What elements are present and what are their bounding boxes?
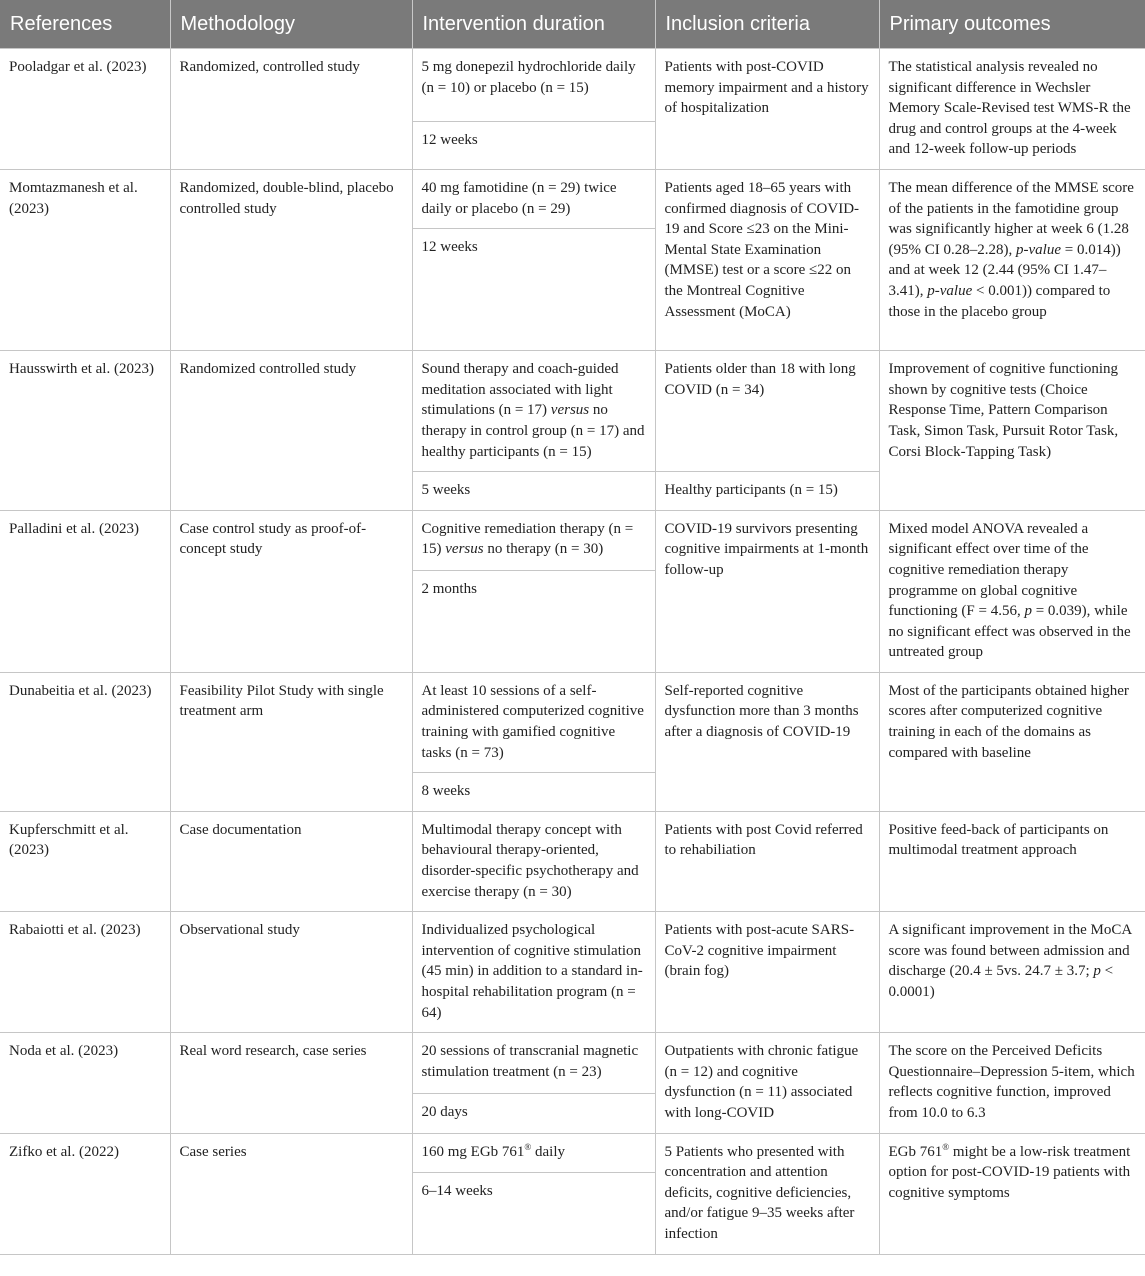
duration-cell: 12 weeks	[412, 229, 655, 351]
inclusion-cell-secondary: Healthy participants (n = 15)	[655, 472, 879, 511]
intervention-italic: versus	[550, 402, 590, 419]
header-intervention-duration: Intervention duration	[412, 0, 655, 49]
outcome-cell: The score on the Perceived Deficits Questionnaire–Depression 5-item, which reflects cognitive function, improved from 10.0 to 6.3	[879, 1033, 1145, 1133]
outcome-cell	[879, 1133, 1145, 1254]
table-row	[0, 351, 1145, 472]
duration-cell: 2 months	[412, 570, 655, 672]
outcome-italic: p-value	[927, 282, 973, 299]
intervention-cell	[412, 510, 655, 570]
outcome-text: A significant improvement in the MoCA score was found between admission and discharge (20.4 ± 5vs. 24.7 ± 3.7;	[888, 922, 1132, 980]
intervention-text: Sound therapy and coach-guided meditation associated with light stimulations (n = 17)	[421, 361, 619, 419]
reference-cell: Noda et al. (2023)	[0, 1033, 170, 1133]
outcome-italic: p-value	[1016, 241, 1061, 258]
outcome-cell	[879, 912, 1145, 1033]
outcome-text: < 0.0001)	[888, 963, 1114, 1000]
reference-cell: Dunabeitia et al. (2023)	[0, 672, 170, 811]
methodology-cell: Randomized, double-blind, placebo controlled study	[170, 169, 412, 350]
inclusion-cell: Patients with post-acute SARS-CoV-2 cognitive impairment (brain fog)	[655, 912, 879, 1033]
intervention-cell: At least 10 sessions of a self-administered computerized cognitive training with gamified cognitive tasks (n = 73)	[412, 672, 655, 772]
intervention-cell: 5 mg donepezil hydrochloride daily (n = 10) or placebo (n = 15)	[412, 49, 655, 122]
header-primary-outcomes: Primary outcomes	[879, 0, 1145, 49]
inclusion-cell: Self-reported cognitive dysfunction more than 3 months after a diagnosis of COVID-19	[655, 672, 879, 811]
inclusion-cell: Patients with post-COVID memory impairment and a history of hospitalization	[655, 49, 879, 170]
header-row	[0, 0, 1145, 49]
table-row	[0, 811, 1145, 911]
intervention-italic: versus	[445, 541, 484, 558]
outcome-cell	[879, 169, 1145, 350]
inclusion-cell: Patients older than 18 with long COVID (n = 34)	[655, 351, 879, 472]
reference-cell: Hausswirth et al. (2023)	[0, 351, 170, 511]
table-row	[0, 672, 1145, 772]
reference-cell: Kupferschmitt et al. (2023)	[0, 811, 170, 911]
outcome-cell: Improvement of cognitive functioning shown by cognitive tests (Choice Response Time, Pattern Comparison Task, Simon Task, Pursuit Rotor Task, Corsi Block-Tapping Task)	[879, 351, 1145, 511]
outcome-italic: p	[1093, 963, 1101, 980]
outcome-text: < 0.001)) compared to those in the placebo group	[888, 282, 1111, 320]
outcome-text: = 0.039), while no significant effect was observed in the untreated group	[888, 603, 1131, 661]
registered-mark: ®	[524, 1141, 532, 1152]
inclusion-cell: COVID-19 survivors presenting cognitive impairments at 1-month follow-up	[655, 510, 879, 672]
table-row	[0, 49, 1145, 122]
intervention-text: no therapy (n = 30)	[483, 541, 604, 558]
methodology-cell: Randomized, controlled study	[170, 49, 412, 170]
methodology-cell: Real word research, case series	[170, 1033, 412, 1133]
intervention-text: Cognitive remediation therapy (n = 15)	[421, 520, 634, 558]
methodology-cell: Case documentation	[170, 811, 412, 911]
reference-cell: Momtazmanesh et al. (2023)	[0, 169, 170, 350]
reference-cell: Palladini et al. (2023)	[0, 510, 170, 672]
table-row	[0, 1033, 1145, 1094]
outcome-text: EGb 761	[888, 1143, 943, 1160]
registered-mark: ®	[942, 1141, 950, 1152]
methodology-cell: Observational study	[170, 912, 412, 1033]
outcome-text: The mean difference of the MMSE score of the patients in the famotidine group was significantly higher at week 6 (1.28 (95% CI 0.28–2.28),	[888, 179, 1134, 258]
outcome-cell: Most of the participants obtained higher scores after computerized cognitive training in each of the domains as compared with baseline	[879, 672, 1145, 811]
outcome-cell: Positive feed-back of participants on multimodal treatment approach	[879, 811, 1145, 911]
intervention-text: daily	[531, 1143, 566, 1160]
header-references: References	[0, 0, 170, 49]
intervention-cell: 40 mg famotidine (n = 29) twice daily or placebo (n = 29)	[412, 169, 655, 228]
intervention-cell	[412, 351, 655, 472]
inclusion-cell: Outpatients with chronic fatigue (n = 12) and cognitive dysfunction (n = 11) associated with long-COVID	[655, 1033, 879, 1133]
table-row	[0, 912, 1145, 1033]
table-row	[0, 510, 1145, 570]
table-row	[0, 169, 1145, 228]
outcome-italic: p	[1024, 603, 1032, 620]
duration-cell: 8 weeks	[412, 773, 655, 812]
intervention-text: no therapy in control group (n = 17) and healthy participants (n = 15)	[421, 402, 645, 460]
duration-cell: 6–14 weeks	[412, 1172, 655, 1254]
methodology-cell: Case control study as proof-of-concept study	[170, 510, 412, 672]
reference-cell: Rabaiotti et al. (2023)	[0, 912, 170, 1033]
outcome-cell	[879, 510, 1145, 672]
outcome-cell: The statistical analysis revealed no significant difference in Wechsler Memory Scale-Revised test WMS-R the drug and control groups at the 4-week and 12-week follow-up periods	[879, 49, 1145, 170]
methodology-cell: Case series	[170, 1133, 412, 1254]
intervention-text: 160 mg EGb 761	[421, 1143, 525, 1160]
duration-cell: 20 days	[412, 1093, 655, 1133]
methodology-cell: Randomized controlled study	[170, 351, 412, 511]
inclusion-cell: 5 Patients who presented with concentration and attention deficits, cognitive deficiencies, and/or fatigue 9–35 weeks after infection	[655, 1133, 879, 1254]
header-methodology: Methodology	[170, 0, 412, 49]
intervention-cell: Multimodal therapy concept with behavioural therapy-oriented, disorder-specific psychotherapy and exercise therapy (n = 30)	[412, 811, 655, 911]
intervention-cell: 20 sessions of transcranial magnetic stimulation treatment (n = 23)	[412, 1033, 655, 1094]
table-row	[0, 1133, 1145, 1172]
reference-cell: Pooladgar et al. (2023)	[0, 49, 170, 170]
intervention-cell: Individualized psychological intervention of cognitive stimulation (45 min) in addition to a standard in-hospital rehabilitation program (n = 64)	[412, 912, 655, 1033]
inclusion-cell: Patients aged 18–65 years with confirmed diagnosis of COVID-19 and Score ≤23 on the Mini-Mental State Examination (MMSE) test or a score ≤22 on the Montreal Cognitive Assessment (MoCA)	[655, 169, 879, 350]
duration-cell: 5 weeks	[412, 472, 655, 511]
methodology-cell: Feasibility Pilot Study with single treatment arm	[170, 672, 412, 811]
reference-cell: Zifko et al. (2022)	[0, 1133, 170, 1254]
inclusion-cell: Patients with post Covid referred to rehabiliation	[655, 811, 879, 911]
outcome-text: Mixed model ANOVA revealed a significant effect over time of the cognitive remediation therapy programme on global cognitive functioning (F = 4.56,	[888, 520, 1089, 620]
outcome-text: might be a low-risk treatment option for post-COVID-19 patients with cognitive symptoms	[888, 1143, 1131, 1201]
outcome-text: = 0.014)) and at week 12 (2.44 (95% CI 1.47–3.41),	[888, 241, 1121, 299]
header-inclusion-criteria: Inclusion criteria	[655, 0, 879, 49]
duration-cell: 12 weeks	[412, 122, 655, 170]
intervention-cell	[412, 1133, 655, 1172]
